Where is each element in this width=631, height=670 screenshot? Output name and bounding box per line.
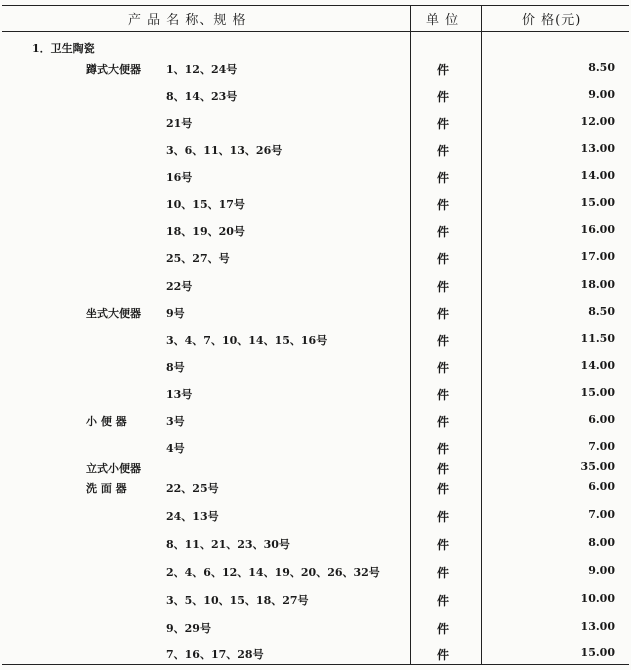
row-unit: 件 xyxy=(437,252,450,266)
row-price: 7.00 xyxy=(588,440,615,453)
row-unit: 件 xyxy=(437,622,450,636)
row-unit: 件 xyxy=(437,90,450,104)
row-unit: 件 xyxy=(437,307,450,321)
row-spec: 3、4、7、10、14、15、16号 xyxy=(166,334,328,347)
row-unit: 件 xyxy=(437,63,450,77)
row-spec: 3、5、10、15、18、27号 xyxy=(166,594,309,607)
row-unit: 件 xyxy=(437,144,450,158)
row-price: 17.00 xyxy=(580,250,615,263)
row-price: 15.00 xyxy=(580,646,615,659)
row-spec: 9、29号 xyxy=(166,622,211,635)
table-top-border xyxy=(2,5,629,6)
row-category: 立式小便器 xyxy=(86,462,141,475)
row-unit: 件 xyxy=(437,482,450,496)
row-unit: 件 xyxy=(437,442,450,456)
row-spec: 21号 xyxy=(166,117,193,130)
row-price: 14.00 xyxy=(580,169,615,182)
header-price: 价 格(元) xyxy=(522,13,582,28)
row-unit: 件 xyxy=(437,594,450,608)
row-spec: 8号 xyxy=(166,361,185,374)
table-bottom-border xyxy=(2,664,629,665)
row-unit: 件 xyxy=(437,334,450,348)
row-spec: 24、13号 xyxy=(166,510,219,523)
row-spec: 4号 xyxy=(166,442,185,455)
row-price: 10.00 xyxy=(580,592,615,605)
row-price: 9.00 xyxy=(588,88,615,101)
row-price: 6.00 xyxy=(588,413,615,426)
row-price: 8.00 xyxy=(588,536,615,549)
row-spec: 1、12、24号 xyxy=(166,63,238,76)
row-price: 6.00 xyxy=(588,480,615,493)
header-product: 产 品 名 称、规 格 xyxy=(128,13,247,28)
row-spec: 2、4、6、12、14、19、20、26、32号 xyxy=(166,566,380,579)
row-spec: 7、16、17、28号 xyxy=(166,648,264,661)
row-unit: 件 xyxy=(437,117,450,131)
row-unit: 件 xyxy=(437,566,450,580)
row-category: 小 便 器 xyxy=(86,415,127,428)
row-category: 洗 面 器 xyxy=(86,482,127,495)
row-unit: 件 xyxy=(437,361,450,375)
row-spec: 18、19、20号 xyxy=(166,225,245,238)
row-spec: 13号 xyxy=(166,388,193,401)
row-unit: 件 xyxy=(437,198,450,212)
row-unit: 件 xyxy=(437,171,450,185)
row-price: 8.50 xyxy=(588,61,615,74)
row-spec: 16号 xyxy=(166,171,193,184)
column-divider-unit xyxy=(410,6,411,664)
row-unit: 件 xyxy=(437,280,450,294)
row-unit: 件 xyxy=(437,415,450,429)
row-price: 11.50 xyxy=(580,332,615,345)
row-price: 15.00 xyxy=(580,196,615,209)
row-spec: 8、11、21、23、30号 xyxy=(166,538,290,551)
row-unit: 件 xyxy=(437,388,450,402)
row-spec: 22、25号 xyxy=(166,482,219,495)
column-divider-price xyxy=(481,6,482,664)
row-price: 13.00 xyxy=(580,142,615,155)
row-spec: 25、27、号 xyxy=(166,252,230,265)
row-category: 坐式大便器 xyxy=(86,307,141,320)
row-price: 14.00 xyxy=(580,359,615,372)
row-price: 18.00 xyxy=(580,278,615,291)
row-unit: 件 xyxy=(437,538,450,552)
row-spec: 8、14、23号 xyxy=(166,90,238,103)
row-category: 蹲式大便器 xyxy=(86,63,141,76)
row-spec: 10、15、17号 xyxy=(166,198,245,211)
header-unit: 单 位 xyxy=(426,13,460,28)
row-price: 35.00 xyxy=(580,460,615,473)
row-price: 12.00 xyxy=(580,115,615,128)
row-spec: 3号 xyxy=(166,415,185,428)
row-spec: 3、6、11、13、26号 xyxy=(166,144,283,157)
row-unit: 件 xyxy=(437,648,450,662)
section-title: 1．卫生陶瓷 xyxy=(32,42,95,55)
row-price: 16.00 xyxy=(580,223,615,236)
row-price: 7.00 xyxy=(588,508,615,521)
row-unit: 件 xyxy=(437,462,450,476)
row-spec: 9号 xyxy=(166,307,185,320)
header-divider xyxy=(2,31,629,32)
row-price: 15.00 xyxy=(580,386,615,399)
row-unit: 件 xyxy=(437,510,450,524)
row-spec: 22号 xyxy=(166,280,193,293)
row-price: 13.00 xyxy=(580,620,615,633)
row-price: 9.00 xyxy=(588,564,615,577)
row-unit: 件 xyxy=(437,225,450,239)
row-price: 8.50 xyxy=(588,305,615,318)
